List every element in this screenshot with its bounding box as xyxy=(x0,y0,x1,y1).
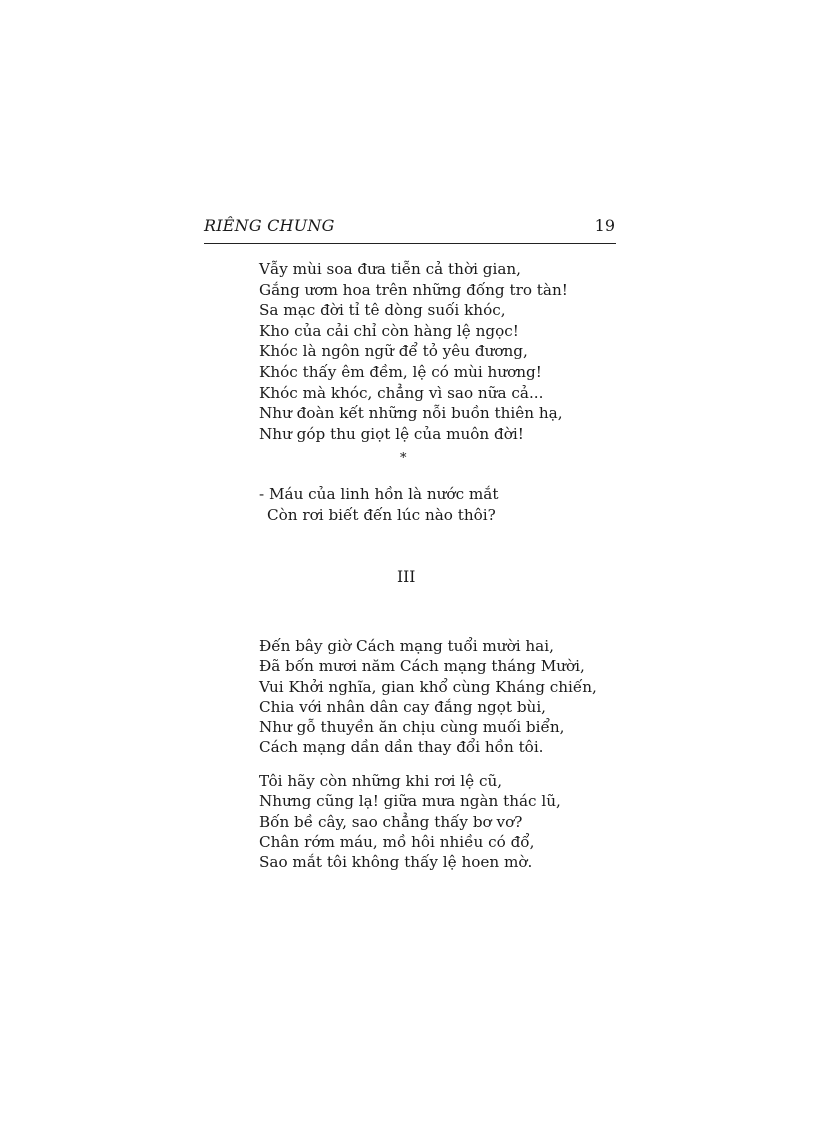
poem-line: Như góp thu giọt lệ của muôn đời! xyxy=(259,424,524,443)
poem-line: Khóc thấy êm đềm, lệ có mùi hương! xyxy=(259,362,542,381)
poem-line: Kho của cải chỉ còn hàng lệ ngọc! xyxy=(259,321,519,340)
poem-line: Chia với nhân dân cay đắng ngọt bùi, xyxy=(259,697,547,716)
poem-line: Đã bốn mươi năm Cách mạng tháng Mười, xyxy=(259,657,585,676)
poem-line: Như đoàn kết những nỗi buồn thiên hạ, xyxy=(259,404,563,423)
poem-line: Như gỗ thuyền ăn chịu cùng muối biển, xyxy=(259,718,565,737)
part-heading: III xyxy=(397,568,416,586)
page-number: 19 xyxy=(594,216,615,235)
section-separator: * xyxy=(400,451,407,466)
stanza-1 xyxy=(259,259,568,444)
poem-line: Chân rớm máu, mồ hôi nhiều có đổ, xyxy=(259,832,535,851)
poem-line: Vui Khởi nghĩa, gian khổ cùng Kháng chiến, xyxy=(259,677,597,696)
poem-line: Tôi hãy còn những khi rơi lệ cũ, xyxy=(259,772,503,790)
running-title: RIÊNG CHUNG xyxy=(204,216,335,235)
poem-line: Khóc mà khóc, chẳng vì sao nữa cả... xyxy=(259,383,544,402)
page-header xyxy=(204,215,616,244)
poem-line: Vẫy mùi soa đưa tiễn cả thời gian, xyxy=(259,260,522,278)
poem-line: Sao mắt tôi không thấy lệ hoen mờ. xyxy=(259,853,533,872)
poem-line: Khóc là ngôn ngữ để tỏ yêu đương, xyxy=(259,342,528,361)
poem-line: Bốn bề cây, sao chẳng thấy bơ vơ? xyxy=(259,812,523,831)
poem-line: Gắng ươm hoa trên những đống tro tàn! xyxy=(259,280,568,299)
poem-line: Nhưng cũng lạ! giữa mưa ngàn thác lũ, xyxy=(259,792,561,811)
poem-line: Đến bây giờ Cách mạng tuổi mười hai, xyxy=(259,637,554,655)
poem-line: Sa mạc đời tỉ tê dòng suối khóc, xyxy=(259,301,506,320)
poem-line: - Máu của linh hồn là nước mắt xyxy=(259,485,499,503)
stanza-2 xyxy=(259,484,498,525)
poem-line: Cách mạng dần dần thay đổi hồn tôi. xyxy=(259,738,544,757)
poem-line: Còn rơi biết đến lúc nào thôi? xyxy=(267,505,496,524)
stanza-3 xyxy=(259,636,597,758)
stanza-4 xyxy=(259,771,561,872)
